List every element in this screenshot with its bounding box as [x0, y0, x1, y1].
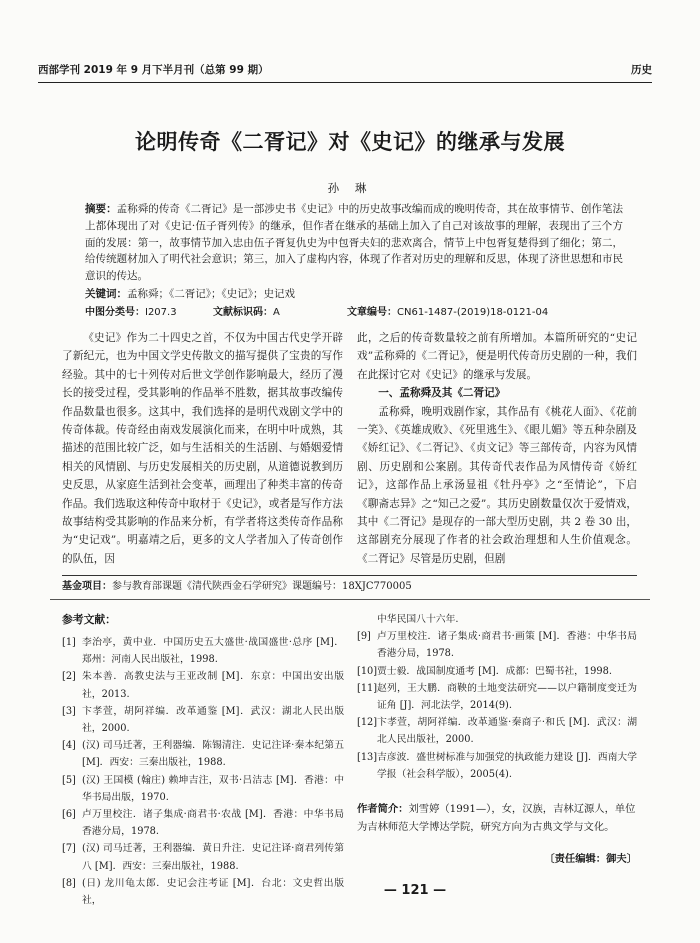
- clc-number: [85, 305, 177, 321]
- reference-text: 卞孝萱，胡阿祥编．改革通鉴 [M]．武汉：湖北人民出版社，2000.: [82, 705, 344, 735]
- clc-value: I207.3: [145, 307, 177, 318]
- body-paragraph: 《史记》作为二十四史之首，不仅为中国古代史学开辟了新纪元，也为中国文学史传散文的描写提供了宝贵的写作经验。其中的七十列传对后世文学创作影响最大，经历了漫长的接受过程，受其影响的作品举不胜数，据其故事改编传作品数量也很多。这其中，我们选择的是明代戏剧文学中的传奇体裁。传奇经由南戏发展演化而来，在明中叶成熟，其描述的范围比较广泛，如与生活相关的生活剧、与婚姻爱情相关的风情剧、与历史发展相关的历史剧，从道德说教到历史反思，从家庭生活到社会变革，画理出了种类丰富的传奇作品。我们选取这种传奇中取材于《史记》，或者是写作方法故事结构受其影响的作品来分析，有学者将这类传奇作品称为“史记戏”。明嘉靖之后，更多的文人学者加入了传奇创作的队伍，因: [62, 332, 343, 565]
- reference-item: [62, 634, 344, 668]
- reference-text: 卢万里校注．诸子集成·商君书·画策 [M]．香港：中华书局香港分局，1978.: [377, 631, 637, 660]
- reference-item: [62, 668, 344, 702]
- reference-number: [4]: [62, 740, 76, 752]
- reference-item: [357, 628, 637, 662]
- reference-text: 贾士毅．战国制度通考 [M]．成都：巴蜀书社，1998.: [377, 665, 612, 677]
- section-label: 历史: [631, 64, 652, 76]
- reference-text: (汉) 司马迁著，王利器编．黄日升注．史记注译·商君列传第八 [M]．西安：三秦出版社，1988.: [82, 843, 344, 872]
- fund-text: 参与教育部课题《清代陕西金石学研究》课题编号：18XJC770005: [112, 581, 412, 592]
- reference-text: (汉) 王国模 (翰庄) 赖坤吉注，双书·吕洁志 [M]．香港：中华书局出版，1970.: [82, 774, 344, 803]
- reference-text: 吉彦波．盛世树标准与加强党的执政能力建设 [J]．西南大学学报（社会科学版），2005(4).: [377, 751, 637, 780]
- doc-code-label: 文献标识码：: [213, 307, 273, 318]
- reference-item: [357, 680, 637, 714]
- fund-label: 基金项目：: [62, 581, 112, 592]
- keywords-text: 孟称舜；《二胥记》；《史记》；史记戏: [127, 288, 295, 300]
- author-bio: [357, 800, 637, 836]
- reference-text: 赵列，王大鹏．商鞅的土地变法研究——以户籍制度变迁为证角 [J]．河北法学，2014(9).: [377, 682, 637, 712]
- section-heading: 一、孟称舜及其《二胥记》: [378, 387, 506, 400]
- article-number-value: CN61-1487-(2019)18-0121-04: [397, 307, 549, 318]
- reference-number: [13]: [357, 751, 378, 763]
- keywords-label: 关键词：: [85, 288, 127, 300]
- reference-item: [62, 806, 344, 840]
- reference-number: [11]: [357, 682, 378, 694]
- reference-item: [62, 703, 344, 737]
- doc-code-value: A: [273, 307, 280, 318]
- author-name: 孙 琳: [327, 181, 373, 195]
- reference-number: [10]: [357, 665, 378, 677]
- reference-item-continued: [357, 611, 637, 628]
- reference-text: 卢万里校注．诸子集成·商君书·农战 [M]．香港：中华书局香港分局，1978.: [82, 809, 344, 838]
- author-bio-text: 刘雪婷（1991—），女，汉族，吉林辽源人，单位为吉林师范大学博达学院，研究方向为古典文学与文化。: [357, 803, 636, 833]
- reference-text: 李治亭，黄中业．中国历史五大盛世·战国盛世·总序 [M]．郑州：河南人民出版社，1998.: [82, 637, 344, 666]
- clc-label: 中图分类号：: [85, 307, 145, 318]
- page-number-text: — 121 —: [383, 883, 447, 898]
- page-number: [0, 883, 700, 898]
- body-column-left: [62, 329, 343, 568]
- abstract-label: 摘要：: [85, 203, 117, 215]
- reference-number: [1]: [62, 637, 76, 648]
- references-left: [62, 634, 344, 909]
- references-right: [357, 611, 637, 783]
- reference-number: [3]: [62, 705, 76, 717]
- reference-number: [6]: [62, 809, 76, 821]
- body-paragraph: 孟称舜，晚明戏剧作家，其作品有《桃花人面》、《花前一笑》、《英雄成败》、《死里逃生》、《眼儿媚》等五种杂剧及《娇红记》、《二胥记》、《贞文记》等三部传奇，内容为风情剧、历史剧和公案剧。其传奇代表作品为风情传奇《娇红记》，这部作品上承汤显祖《牡丹亭》之“至情论”，下启《聊斋志异》之“知己之爱”。其历史剧数量仅次于爱情戏，其中《二胥记》是现存的一部大型历史剧，共 2 卷 30 出，这部剧充分展现了作者的社会政治理想和人生价值观念。《二胥记》尽管是历史剧，但剧: [357, 405, 637, 565]
- keywords: [85, 286, 623, 302]
- reference-item: [62, 772, 344, 806]
- reference-number: [8]: [62, 877, 76, 889]
- reference-item: [357, 714, 637, 748]
- abstract: [85, 201, 623, 285]
- reference-item: [357, 663, 637, 680]
- header-rule: [38, 82, 652, 83]
- reference-number: [9]: [357, 631, 371, 643]
- article-title: 论明传奇《二胥记》对《史记》的继承与发展: [135, 130, 565, 154]
- reference-number: [7]: [62, 843, 76, 855]
- body-column-right: [357, 329, 637, 568]
- reference-item: [62, 840, 344, 874]
- journal-info: 西部学刊 2019 年 9 月下半月刊（总第 99 期）: [38, 64, 269, 76]
- reference-item: [357, 749, 637, 783]
- reference-text: 中华民国八十六年.: [377, 614, 459, 625]
- section-rule: [50, 599, 650, 600]
- reference-text: 朱本善．高教史法与王亚改制 [M]．东京：中国出安出版社，2013.: [82, 671, 344, 700]
- reference-number: [2]: [62, 671, 76, 683]
- reference-text: (汉) 司马迁著，王利器编．陈锡清注．史记注译·秦本纪第五 [M]．西安：三秦出版社，1988.: [82, 740, 344, 769]
- reference-item: [62, 737, 344, 771]
- author-bio-label: 作者简介：: [357, 803, 409, 815]
- doc-code: [213, 305, 280, 321]
- reference-text: (日) 龙川龟太郎．史记会注考证 [M]．台北：文史哲出版社，: [82, 877, 344, 907]
- running-header: [38, 62, 652, 80]
- abstract-text: 孟称舜的传奇《二胥记》是一部涉史书《史记》中的历史故事改编而成的晚明传奇，其在故事情节、创作笔法上都体现出了对《史记·伍子胥列传》的继承，但作者在继承的基础上加入了自己对该故事的理解，表现出了三个方面的发展：第一，故事情节加入忠由伍子胥复仇史为中包胥夫妇的悲欢离合，情节上中包胥复楚得到了细化；第二，给传统题材加入了明代社会意识；第三，加入了虚构内容，体现了作者对历史的理解和反思，体现了济世思想和市民意识的传达。: [85, 203, 624, 283]
- reference-number: [5]: [62, 774, 76, 786]
- reference-text: 卞孝萱，胡阿祥编．改革通鉴·秦商子·和氏 [M]．武汉：湖北人民出版社，2000.: [377, 717, 637, 746]
- responsible-editor: 〔责任编辑：御夫〕: [544, 853, 637, 865]
- reference-number: [12]: [357, 717, 378, 729]
- fund-note: [62, 575, 637, 595]
- references-heading: 参考文献：: [62, 613, 116, 626]
- body-paragraph: 此，之后的传奇数量较之前有所增加。本篇所研究的“史记戏”孟称舜的《二胥记》，便是明代传奇历史剧的一种，我们在此探讨它对《史记》的继承与发展。: [357, 332, 637, 381]
- article-number: [347, 305, 548, 321]
- article-number-label: 文章编号：: [347, 307, 397, 318]
